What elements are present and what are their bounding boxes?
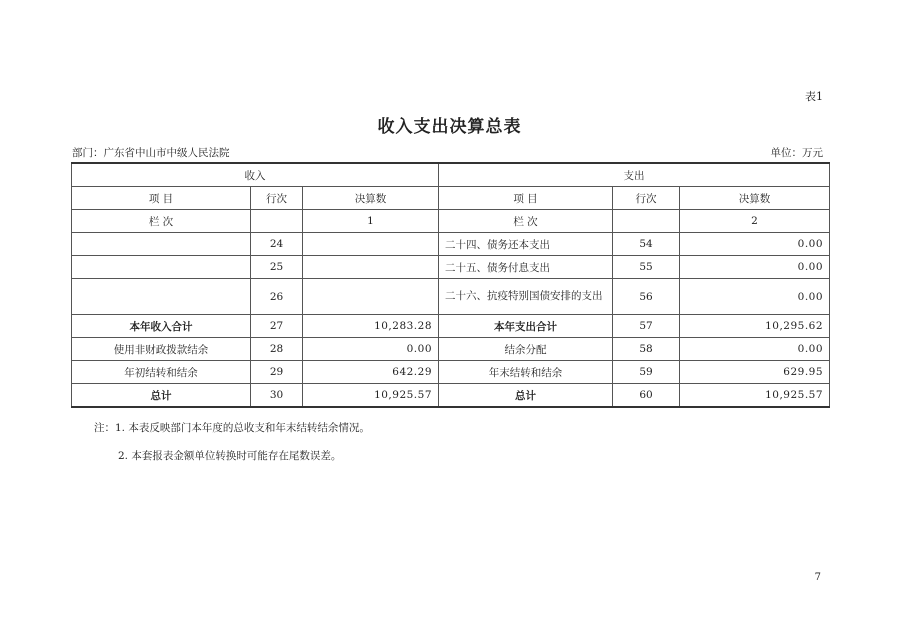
income-amount: 0.00 — [303, 338, 439, 361]
expense-item: 结余分配 — [439, 338, 613, 361]
expense-line: 54 — [613, 233, 680, 256]
income-line: 30 — [251, 384, 303, 408]
expense-item: 二十五、债务付息支出 — [439, 256, 613, 279]
page-number: 7 — [814, 572, 821, 583]
expense-line-header: 行次 — [613, 187, 680, 210]
expense-rank-number: 2 — [680, 210, 830, 233]
income-rank-line — [251, 210, 303, 233]
column-header-row — [72, 187, 830, 210]
income-amount: 10,283.28 — [303, 315, 439, 338]
expense-amount: 0.00 — [680, 338, 830, 361]
expense-amount: 0.00 — [680, 256, 830, 279]
expense-amount: 0.00 — [680, 233, 830, 256]
section-header-row — [72, 163, 830, 187]
income-amount — [303, 233, 439, 256]
income-amount — [303, 256, 439, 279]
expense-amount: 629.95 — [680, 361, 830, 384]
income-item: 年初结转和结余 — [72, 361, 251, 384]
income-amount: 642.29 — [303, 361, 439, 384]
income-item — [72, 256, 251, 279]
expense-line: 56 — [613, 279, 680, 315]
note-1: 注：1. 本表反映部门本年度的总收支和年末结转结余情况。 — [94, 422, 370, 434]
expense-line: 57 — [613, 315, 680, 338]
table-row — [72, 384, 830, 408]
income-line: 28 — [251, 338, 303, 361]
income-item-header: 项 目 — [72, 187, 251, 210]
expense-line: 58 — [613, 338, 680, 361]
income-rank-number: 1 — [303, 210, 439, 233]
expense-line: 60 — [613, 384, 680, 408]
expense-item: 本年支出合计 — [439, 315, 613, 338]
table-row — [72, 256, 830, 279]
expense-header: 支出 — [439, 163, 830, 187]
expense-amount-header: 决算数 — [680, 187, 830, 210]
income-line: 25 — [251, 256, 303, 279]
income-item — [72, 233, 251, 256]
expense-item: 年末结转和结余 — [439, 361, 613, 384]
expense-line: 59 — [613, 361, 680, 384]
income-amount — [303, 279, 439, 315]
rank-row — [72, 210, 830, 233]
income-amount: 10,925.57 — [303, 384, 439, 408]
income-amount-header: 决算数 — [303, 187, 439, 210]
expense-item: 总计 — [439, 384, 613, 408]
income-line: 29 — [251, 361, 303, 384]
expense-amount: 10,925.57 — [680, 384, 830, 408]
table-row — [72, 361, 830, 384]
income-line: 24 — [251, 233, 303, 256]
expense-line: 55 — [613, 256, 680, 279]
table-number: 表1 — [805, 90, 823, 103]
table-row — [72, 338, 830, 361]
expense-item-header: 项 目 — [439, 187, 613, 210]
expense-rank-line — [613, 210, 680, 233]
table-row — [72, 279, 830, 315]
notes — [94, 414, 370, 470]
table-row — [72, 315, 830, 338]
note-2: 2. 本套报表金额单位转换时可能存在尾数误差。 — [118, 450, 342, 462]
department-label: 部门：广东省中山市中级人民法院 — [72, 147, 230, 159]
income-line-header: 行次 — [251, 187, 303, 210]
income-expense-table — [71, 162, 830, 408]
table-row — [72, 233, 830, 256]
income-line: 26 — [251, 279, 303, 315]
income-item: 使用非财政拨款结余 — [72, 338, 251, 361]
income-item: 总计 — [72, 384, 251, 408]
expense-item: 二十六、抗疫特别国债安排的支出 — [439, 279, 613, 315]
page-title: 收入支出决算总表 — [377, 117, 522, 137]
expense-item: 二十四、债务还本支出 — [439, 233, 613, 256]
expense-amount: 10,295.62 — [680, 315, 830, 338]
income-rank-label: 栏 次 — [72, 210, 251, 233]
unit-label: 单位：万元 — [770, 147, 823, 159]
expense-rank-label: 栏 次 — [439, 210, 613, 233]
expense-amount: 0.00 — [680, 279, 830, 315]
income-item — [72, 279, 251, 315]
income-line: 27 — [251, 315, 303, 338]
income-header: 收入 — [72, 163, 439, 187]
income-item: 本年收入合计 — [72, 315, 251, 338]
